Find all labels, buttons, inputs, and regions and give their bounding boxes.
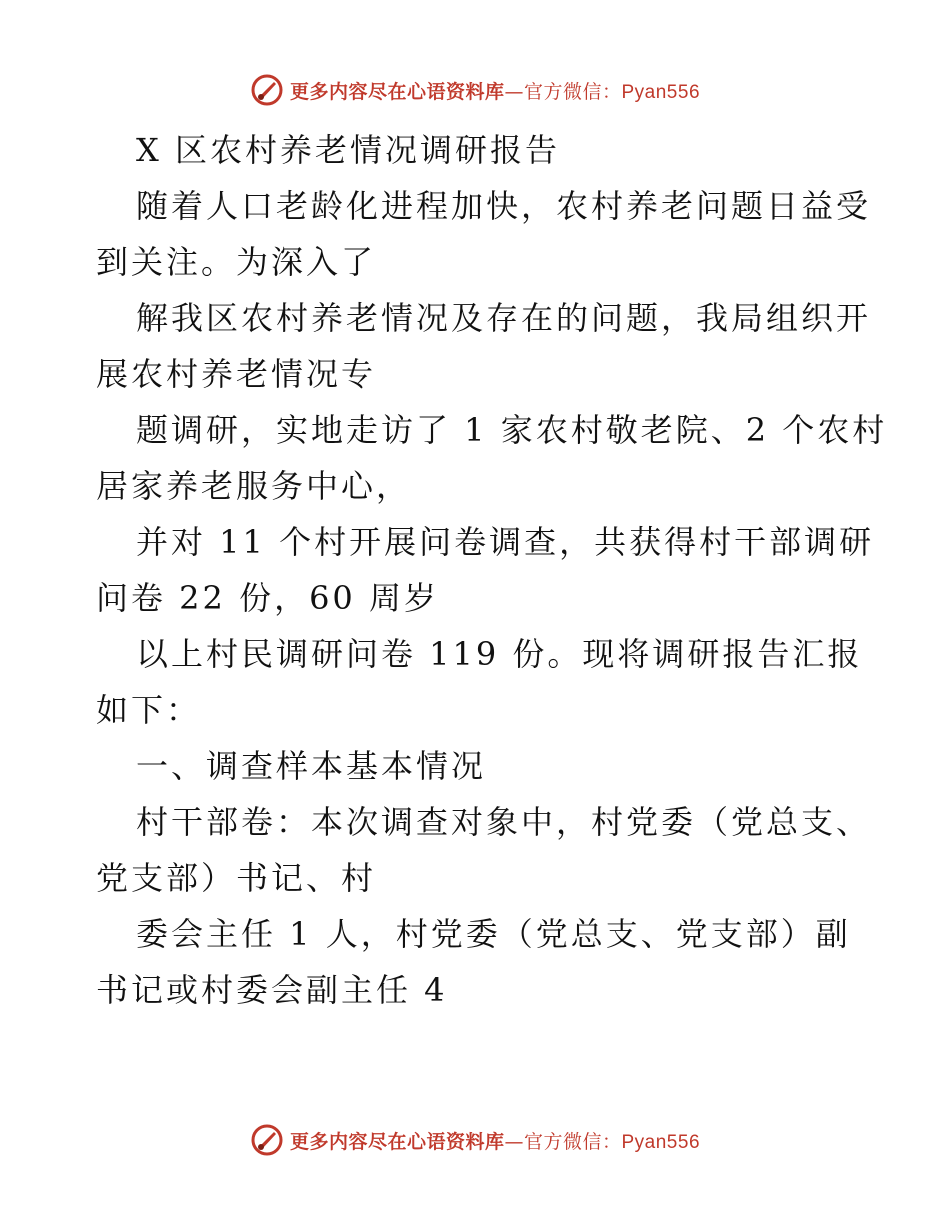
header-banner-main: 更多内容尽在心语资料库 <box>289 80 505 103</box>
header-banner-text <box>290 77 700 104</box>
footer-watermark-banner <box>0 1120 950 1160</box>
quill-logo-icon <box>250 73 284 107</box>
footer-banner-wechat-label: 官方微信： <box>523 1130 622 1153</box>
paragraph-line: 党支部）书记、村 <box>96 859 377 897</box>
header-watermark-banner <box>0 70 950 110</box>
footer-banner-wechat-id: Pyan556 <box>621 1131 701 1153</box>
document-title: X 区农村养老情况调研报告 <box>136 131 560 169</box>
paragraph-line: 题调研，实地走访了 1 家农村敬老院、2 个农村 <box>136 411 888 449</box>
paragraph-line: 居家养老服务中心， <box>96 467 412 505</box>
header-banner-wechat-label: 官方微信： <box>523 80 622 103</box>
footer-banner-dash: — <box>504 1130 524 1153</box>
paragraph-line: 展农村养老情况专 <box>96 355 377 393</box>
paragraph-line: 村干部卷：本次调查对象中，村党委（党总支、 <box>136 803 872 841</box>
footer-banner-text <box>290 1127 700 1154</box>
paragraph-line: 以上村民调研问卷 119 份。现将调研报告汇报 <box>136 635 863 673</box>
paragraph-line: 书记或村委会副主任 4 <box>96 971 448 1009</box>
paragraph-line: 委会主任 1 人，村党委（党总支、党支部）副 <box>136 915 851 953</box>
paragraph-line: 随着人口老龄化进程加快，农村养老问题日益受 <box>136 187 872 225</box>
document-body <box>96 122 888 1018</box>
header-banner-wechat-id: Pyan556 <box>621 81 701 103</box>
paragraph-line: 问卷 22 份，60 周岁 <box>96 579 439 617</box>
footer-banner-main: 更多内容尽在心语资料库 <box>289 1130 505 1153</box>
header-banner-dash: — <box>504 80 524 103</box>
paragraph-line: 解我区农村养老情况及存在的问题，我局组织开 <box>136 299 872 337</box>
paragraph-line: 并对 11 个村开展问卷调查，共获得村干部调研 <box>136 523 875 561</box>
paragraph-line: 如下： <box>96 691 202 729</box>
quill-logo-icon <box>250 1123 284 1157</box>
paragraph-line: 到关注。为深入了 <box>96 243 377 281</box>
section-heading: 一、调查样本基本情况 <box>136 747 487 785</box>
